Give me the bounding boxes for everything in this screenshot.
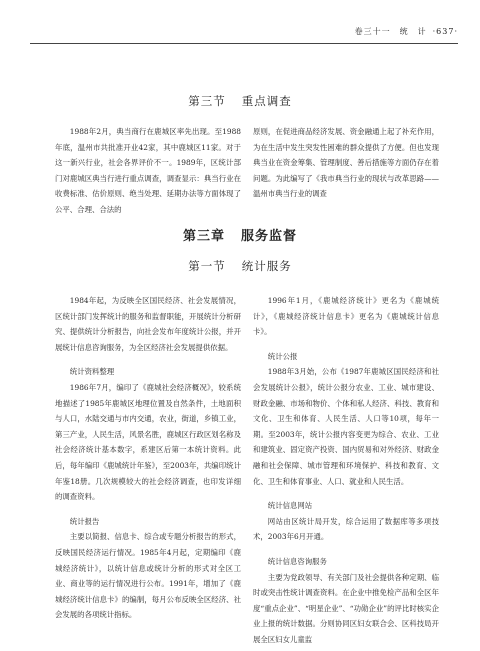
subheading: 统计信息咨询服务 [267,556,327,566]
section-number: 第三节 [188,94,226,108]
section-title-key-survey [0,93,480,109]
section-heading: 重点调查 [241,94,292,108]
subheading: 统计资料整理 [69,367,115,377]
paragraph: 1984年起，为反映全区国民经济、社会发展情况，区统计部门发挥统计的服务和监督职能，开展统计分析研究、提供统计分析报告，向社会发布年度统计公报，并开展统计信息咨询服务，为全区经济社会发展提供依据。 [55,296,241,352]
chapter-heading: 服务监督 [241,229,298,244]
section2-left-column [55,293,241,623]
paragraph: 原则，在促进商品经济发展、资金融通上起了补充作用，为在生活中发生突发性困难的群众提供了方便。但也发现典当业在资金筹集、管理制度、善后措施等方面仍存在着问题。为此编写了《我市典当行业的现状与改革思路——温州市典当行业的调查 [253,127,439,199]
paragraph-gap [55,505,241,514]
chapter-number: 第三章 [182,229,225,244]
subheading: 统计报告 [69,516,100,526]
section1-left-column [55,124,241,218]
chapter-title [0,225,480,244]
paragraph: 主要以简报、信息卡、综合或专题分析报告的形式，反映国民经济运行情况。1985年4月起，定期编印《鹿城经济统计》，以统计信息或统计分析的形式对全区工业、商业等的运行情况进行公布。1991年，增加了《鹿城经济统计信息卡》的编制，每月公布反映全区经济、社会发展的各项统计指标。 [55,532,241,620]
section1-right-column [253,124,439,202]
paragraph: 1988年3月始，公布《1987年鹿城区国民经济和社会发展统计公报》，统计公报分农业、工业、城市建设、财政金融、市场和物价、个体和私人经济、科技、教育和文化、卫生和体育、人民生活、人口等10项，每年一期。至2003年，统计公报内容变更为综合、农业、工业和建筑业、固定资产投资、国内贸易和对外经济、财政金融和社会保障、城市管理和环境保护、科技和教育、文化、卫生和体育事业、人口、就业和人民生活。 [253,367,439,486]
section-heading: 统计服务 [241,259,292,273]
paragraph: 主要为党政领导、有关部门及社会提供各种定期、临时或突击性统计调查资料。在企业中推免检产品和全区年度“重点企业”、“明星企业”、“功勋企业”的评比时核实企业上报的统计数据。分则协同区妇女联合会、区科技局开展全区妇女儿童监 [253,572,439,644]
section-number: 第一节 [188,259,226,273]
paragraph-gap [253,489,439,498]
paragraph-gap [253,340,439,349]
paragraph: 1996年1月，《鹿城经济统计》更名为《鹿城统计》，《鹿城经济统计信息卡》更名为《鹿城统计信息卡》。 [253,296,439,337]
paragraph: 1988年2月，典当商行在鹿城区率先出现。至1988年底，温州市共批准开业42家，其中鹿城区11家。对于这一新兴行业，社会各界评价不一。1989年，区统计部门对鹿城区典当行进行重点调查，调查显示：典当行业在收费标准、估价原则、绝当处理、延期办法等方面体现了公平、合理、合法的 [55,127,241,214]
running-title: 卷三十一 统 计 [354,27,427,36]
page-header [30,22,458,44]
running-header [355,26,458,37]
subheading: 统计公报 [267,351,298,361]
paragraph-gap [55,355,241,364]
section-title-statistical-service [0,258,480,274]
subheading: 统计信息网站 [267,501,313,511]
paragraph: 1986年7月，编印了《鹿城社会经济概况》，较系统地描述了1985年鹿城区地理位置及自然条件，土地面积与人口，水陆交通与市内交通，农业，街道，乡镇工业，第三产业，人民生活，风景名胜，鹿城区行政区划名称及社会经济统计基本数字，系建区后第一本统计资料。此后，每年编印《鹿城统计年鉴》，至2003年，共编印统计年鉴18册。几次规模较大的社会经济调查，也印发详细的调查资料。 [55,382,241,502]
section2-right-column [253,293,439,647]
paragraph-gap [253,545,439,554]
page-number: ·637· [432,27,458,36]
paragraph: 网站由区统计局开发，综合运用了数据库等多项技术，2003年6月开通。 [253,516,439,542]
